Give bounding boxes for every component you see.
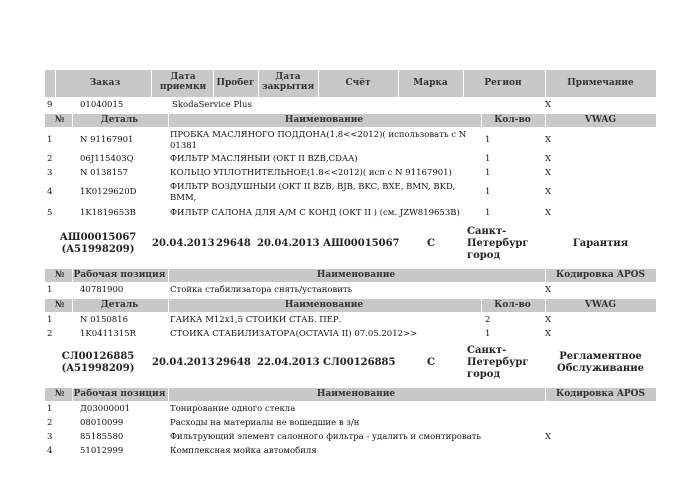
hdr-qty: Кол-во	[494, 115, 531, 125]
part-row	[45, 182, 656, 204]
hdr-num: №	[54, 300, 65, 310]
invoice: АШ00015067	[323, 238, 400, 249]
date-in: 20.04.2013	[152, 357, 215, 368]
hdr-vwag: VWAG	[584, 300, 617, 310]
hdr-num: №	[54, 389, 65, 399]
date-in: 20.04.2013	[152, 238, 215, 249]
order-number: СЛ00126885 (A51998209)	[61, 351, 135, 374]
hdr-vwag: VWAG	[584, 115, 617, 125]
work-code: 85185580	[80, 432, 124, 442]
hdr-num: №	[54, 270, 65, 280]
hdr-name: Наименование	[316, 389, 396, 399]
mileage: 29648	[216, 357, 251, 368]
part-qty: 1	[485, 154, 491, 164]
part-name: СТОЙКА СТАБИЛИЗАТОРА(OCTAVIA II) 07.05.2012>>	[170, 329, 418, 339]
part-code: 1K1819653B	[80, 208, 136, 218]
part-vwag-mark: X	[545, 315, 552, 325]
work-code: 51012999	[80, 446, 124, 456]
work-header	[45, 269, 656, 282]
part-num: 3	[47, 168, 53, 178]
brand: С	[427, 357, 435, 368]
part-code: 06J115403Q	[80, 154, 134, 164]
part-vwag-mark: X	[545, 168, 552, 178]
order-number: 01040015	[80, 100, 124, 110]
part-name: ФИЛЬТР САЛОНА ДЛЯ А/М С КОНД (ОКТ II ) (см. JZW819653B)	[170, 208, 460, 218]
work-header	[45, 388, 656, 401]
part-name: ПРОБКА МАСЛЯНОГО ПОДДОНА(1.8<<2012)( использовать с N 01381	[170, 130, 467, 151]
hdr-num: №	[54, 115, 65, 125]
parts-header	[45, 299, 656, 312]
part-num: 4	[47, 187, 53, 197]
part-vwag-mark: X	[545, 135, 552, 145]
part-code: 1K0411315R	[80, 329, 137, 339]
part-qty: 2	[485, 315, 491, 325]
work-apos-mark: X	[545, 285, 552, 295]
hdr-detail: Деталь	[100, 115, 139, 125]
part-vwag-mark: X	[545, 208, 552, 218]
region: Санкт-Петербург город	[467, 345, 529, 380]
parts-header	[45, 114, 656, 127]
invoice: СЛ00126885	[323, 357, 396, 368]
work-num: 1	[47, 285, 53, 295]
hdr-name: Наименование	[316, 270, 396, 280]
part-num: 1	[47, 315, 53, 325]
hdr-qty: Кол-во	[494, 300, 531, 310]
part-num: 2	[47, 154, 53, 164]
part-qty: 1	[485, 135, 491, 145]
part-code: 1K0129620D	[80, 187, 137, 197]
work-name: Фильтрующий элемент салонного фильтра - удалить и смонтировать	[170, 432, 482, 442]
mileage: 29648	[216, 238, 251, 249]
work-apos-mark: X	[545, 432, 552, 442]
part-qty: 1	[485, 329, 491, 339]
col-order: Заказ	[89, 78, 121, 88]
work-code: 40781900	[80, 285, 124, 295]
part-vwag-mark: X	[545, 154, 552, 164]
service-plus: ŠkodaService Plus	[172, 100, 252, 110]
main-header	[45, 70, 656, 97]
col-mileage: Пробег	[216, 78, 255, 88]
note: Гарантия	[572, 238, 629, 249]
col-date-out: Дата закрытия	[261, 72, 315, 92]
order-num: 9	[47, 100, 53, 110]
col-note: Примечание	[567, 78, 634, 88]
work-num: 3	[47, 432, 53, 442]
part-name: ФИЛЬТР ВОЗДУШНЫЙ (ОКТ II BZB, BJB, BKC, BXE, BMN, BKD, BMM,	[170, 182, 456, 203]
hdr-apos: Кодировка APOS	[556, 270, 645, 280]
date-out: 22.04.2013	[257, 357, 320, 368]
hdr-detail: Деталь	[100, 300, 139, 310]
part-name: ФИЛЬТР МАСЛЯНЫЙ (ОКТ II BZB,CDAA)	[170, 154, 358, 164]
part-vwag-mark: X	[545, 187, 552, 197]
work-name: Стойка стабилизатора снять/установить	[170, 285, 353, 295]
order-summary-row	[45, 226, 656, 266]
part-code: N 0150816	[80, 315, 128, 325]
part-name: КОЛЬЦО УПЛОТНИТЕЛЬНОЕ(1.8<<2012)( исп с N 91167901)	[170, 168, 452, 178]
note-mark: X	[545, 100, 552, 110]
part-qty: 1	[485, 168, 491, 178]
part-vwag-mark: X	[545, 329, 552, 339]
work-code: 08010099	[80, 418, 124, 428]
part-num: 5	[47, 208, 53, 218]
date-out: 20.04.2013	[257, 238, 320, 249]
work-num: 4	[47, 446, 53, 456]
work-name: Расходы на материалы не вошедшие в з/н	[170, 418, 360, 428]
col-invoice: Счёт	[345, 78, 371, 88]
work-num: 2	[47, 418, 53, 428]
hdr-name: Наименование	[284, 300, 364, 310]
col-brand: Марка	[413, 78, 448, 88]
part-name: ГАЙКА M12x1,5 СТОЙКИ СТАБ. ПЕР.	[170, 315, 342, 325]
region: Санкт-Петербург город	[467, 226, 529, 261]
part-code: N 0138157	[80, 168, 128, 178]
part-qty: 1	[485, 187, 491, 197]
work-code: Д03000001	[80, 404, 131, 414]
col-date-in: Дата приемки	[159, 72, 207, 92]
hdr-work-position: Рабочая позиция	[73, 389, 166, 399]
note: Регламентное Обслуживание	[557, 351, 644, 374]
part-row	[45, 130, 656, 152]
work-name: Тонирование одного стекла	[170, 404, 296, 414]
work-num: 1	[47, 404, 53, 414]
col-region: Регион	[484, 78, 522, 88]
order-number: АШ00015067 (A51998209)	[59, 232, 137, 255]
part-code: N 91167901	[80, 135, 134, 145]
part-num: 2	[47, 329, 53, 339]
brand: С	[427, 238, 435, 249]
work-name: Комплексная мойка автомобиля	[170, 446, 317, 456]
part-qty: 1	[485, 208, 491, 218]
part-num: 1	[47, 135, 53, 145]
hdr-work-position: Рабочая позиция	[73, 270, 166, 280]
order-summary-row	[45, 345, 656, 385]
hdr-apos: Кодировка APOS	[556, 389, 645, 399]
hdr-name: Наименование	[284, 115, 364, 125]
